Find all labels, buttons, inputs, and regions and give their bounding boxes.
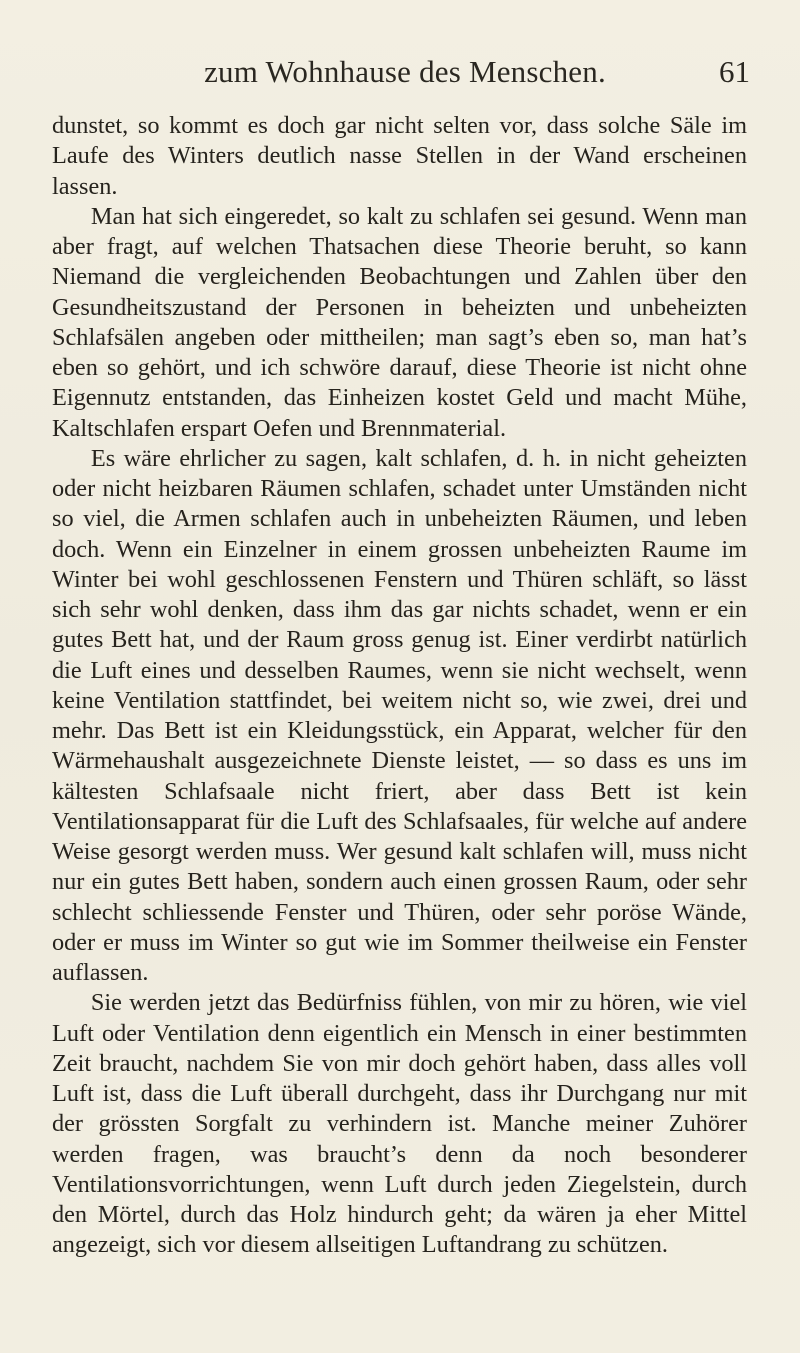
paragraph-2: Man hat sich eingeredet, so kalt zu schlafen sei gesund. Wenn man aber fragt, auf welchen Thatsachen diese Theorie beruht, so kann Niemand die vergleichenden Beobachtungen und Zahlen über den Gesundheitszustand der Personen in beheizten und unbeheizten Schlafsälen angeben oder mittheilen; man sagt’s eben so, man hat’s eben so gehört, und ich schwöre darauf, diese Theorie ist nicht ohne Eigennutz entstanden, das Einheizen kostet Geld und macht Mühe, Kaltschlafen erspart Oefen und Brennmaterial. (52, 202, 747, 442)
paragraph-4: Sie werden jetzt das Bedürfniss fühlen, von mir zu hören, wie viel Luft oder Ventilation denn eigentlich ein Mensch in einer bestimmten Zeit braucht, nachdem Sie von mir doch gehört haben, dass alles voll Luft ist, dass die Luft überall durchgeht, dass ihr Durchgang nur mit der grössten Sorgfalt zu verhindern ist. Manche meiner Zuhörer werden fragen, was braucht’s denn da noch besonderer Ventilationsvorrichtungen, wenn Luft durch jeden Ziegelstein, durch den Mörtel, durch das Holz hindurch geht; da wären ja eher Mittel angezeigt, sich vor diesem allseitigen Luftandrang zu schützen. (52, 989, 747, 1259)
running-head (60, 54, 750, 94)
paragraph-3: Es wäre ehrlicher zu sagen, kalt schlafen, d. h. in nicht geheizten oder nicht heizbaren Räumen schlafen, schadet unter Umständen nicht so viel, die Armen schlafen auch in unbeheizten Räumen, und leben doch. Wenn ein Einzelner in einem grossen unbeheizten Raume im Winter bei wohl geschlossenen Fenstern und Thüren schläft, so lässt sich sehr wohl denken, dass ihm das gar nichts schadet, wenn er ein gutes Bett hat, und der Raum gross genug ist. Einer verdirbt natürlich die Luft eines und desselben Raumes, wenn sie nicht wechselt, wenn keine Ventilation stattfindet, bei weitem nicht so, wie zwei, drei und mehr. Das Bett ist ein Kleidungsstück, ein Apparat, welcher für den Wärmehaushalt ausgezeichnete Dienste leistet, — so dass es uns im kältesten Schlafsaale nicht friert, aber dass Bett ist kein Ventilationsapparat für die Luft des Schlafsaales, für welche auf andere Weise gesorgt werden muss. Wer gesund kalt schlafen will, muss nicht nur ein gutes Bett haben, sondern auch einen grossen Raum, oder sehr schlecht schliessende Fenster und Thüren, oder sehr poröse Wände, oder er muss im Winter so gut wie im Sommer theilweise ein Fenster auflassen. (52, 444, 747, 986)
paragraph-1: dunstet, so kommt es doch gar nicht selten vor, dass solche Säle im Laufe des Winters deutlich nasse Stellen in der Wand erscheinen lassen. (52, 112, 747, 200)
running-title: zum Wohnhause des Menschen. (204, 54, 606, 89)
body-text (52, 111, 747, 1261)
page-number: 61 (719, 54, 750, 89)
